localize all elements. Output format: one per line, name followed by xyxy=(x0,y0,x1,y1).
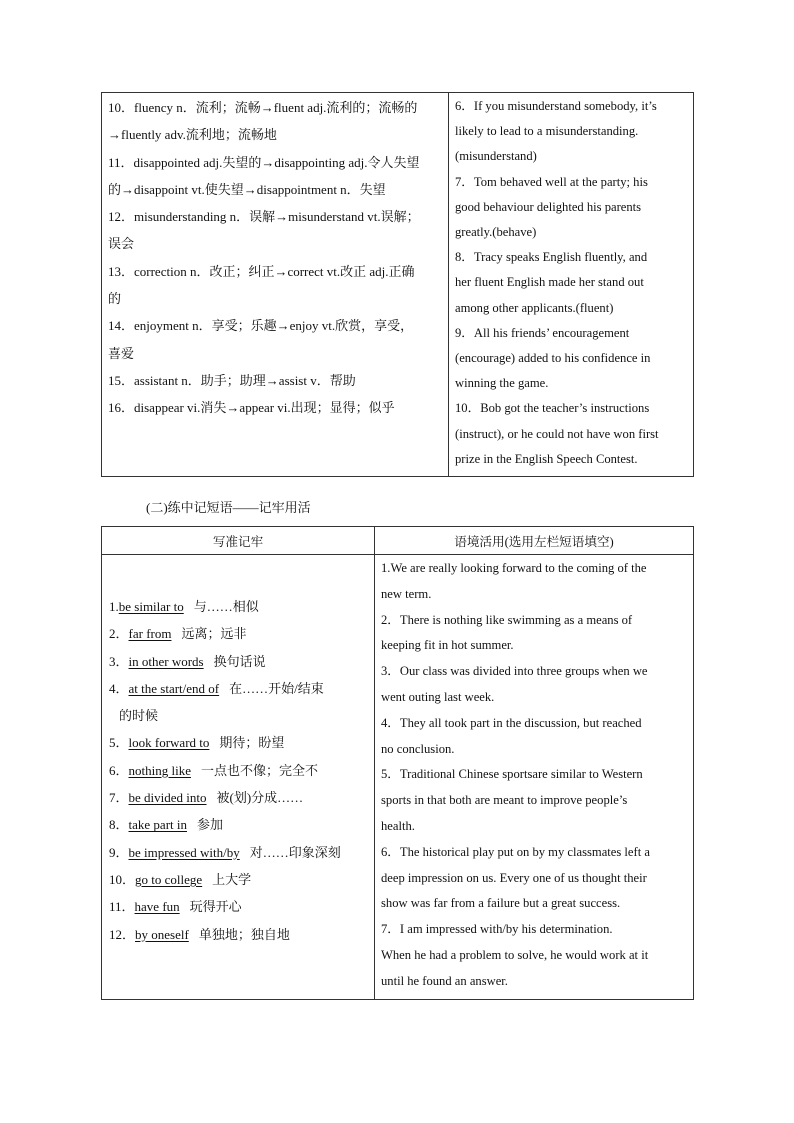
phrase-row xyxy=(109,866,370,893)
context-line: 6．The historical play put on by my classmates left a xyxy=(381,844,650,859)
section-title: (二)练中记短语——记牢用活 xyxy=(146,500,311,515)
context-line: sports in that both are meant to improve people’s xyxy=(381,793,628,808)
phrase-answer: at the start/end of xyxy=(128,680,220,696)
context-line: until he found an answer. xyxy=(381,973,508,988)
phrase-meaning: 上大学 xyxy=(212,871,252,887)
exercise-line: 6．If you misunderstand somebody, it’s xyxy=(455,99,657,113)
exercise-line: 7．Tom behaved well at the party; his xyxy=(455,174,648,189)
vocab-line: 11．disappointed adj.失望的→disappointing adj.令人失望 xyxy=(108,154,420,170)
exercise-line: winning the game. xyxy=(455,376,549,391)
context-line: show was far from a failure but a great success. xyxy=(381,896,621,911)
exercise-line: (misunderstand) xyxy=(455,149,537,164)
vocab-table xyxy=(101,92,694,477)
phrase-meaning: 对……印象深刻 xyxy=(249,844,341,860)
phrase-row xyxy=(109,729,370,756)
context-line: 4．They all took part in the discussion, but reached xyxy=(381,715,642,730)
phrase-number: 1. xyxy=(109,599,119,614)
vocab-line: 喜爱 xyxy=(108,345,135,361)
phrase-meaning: 被(划)分成…… xyxy=(216,790,304,806)
phrase-answer: look forward to xyxy=(128,735,210,751)
phrase-meaning: 与……相似 xyxy=(193,599,259,614)
phrase-number: 7． xyxy=(109,790,129,806)
phrase-number: 2． xyxy=(109,626,129,642)
phrase-meaning: 期待；盼望 xyxy=(219,735,285,751)
exercise-line: likely to lead to a misunderstanding. xyxy=(455,124,639,139)
phrase-meaning: 一点也不像；完全不 xyxy=(200,762,318,778)
context-line: no conclusion. xyxy=(381,741,455,756)
vocab-right-cell xyxy=(449,93,694,477)
vocab-left-cell xyxy=(102,93,449,477)
exercise-line: (encourage) added to his confidence in xyxy=(455,351,651,366)
phrase-list-cell xyxy=(102,555,375,1000)
phrase-number: 12． xyxy=(109,926,136,942)
phrase-meaning: 单独地；独自地 xyxy=(198,926,290,942)
phrase-row xyxy=(109,702,370,729)
vocab-line: 的→disappoint vt.使失望→disappointment n．失望 xyxy=(108,181,386,197)
phrase-row xyxy=(109,620,370,647)
phrase-row xyxy=(109,784,370,811)
vocab-line: →fluently adv.流利地；流畅地 xyxy=(108,127,277,143)
phrase-number: 8． xyxy=(109,817,129,833)
context-line: 5．Traditional Chinese sportsare similar to Western xyxy=(381,767,643,782)
phrase-row xyxy=(109,757,370,784)
vocab-line: 13．correction n．改正；纠正→correct vt.改正 adj.正确 xyxy=(108,263,415,279)
phrase-answer: take part in xyxy=(128,817,187,833)
phrase-row xyxy=(109,675,370,702)
exercise-line: (instruct), or he could not have won first xyxy=(455,426,659,441)
context-line: keeping fit in hot summer. xyxy=(381,638,514,653)
phrase-row xyxy=(109,893,370,920)
vocab-line: 14．enjoyment n．享受；乐趣→enjoy vt.欣赏，享受， xyxy=(108,318,414,334)
phrase-number: 6． xyxy=(109,762,129,778)
context-line: When he had a problem to solve, he would work at it xyxy=(381,947,649,962)
context-line: went outing last week. xyxy=(381,689,495,704)
phrase-meaning: 玩得开心 xyxy=(189,899,242,915)
exercise-line: greatly.(behave) xyxy=(455,225,537,240)
phrase-row xyxy=(109,811,370,838)
phrase-meaning: 远离；远非 xyxy=(181,626,247,642)
phrase-row xyxy=(109,648,370,675)
phrase-row xyxy=(109,921,370,948)
phrase-row xyxy=(109,593,370,620)
phrase-answer: far from xyxy=(128,626,172,642)
phrase-number: 10． xyxy=(109,871,136,887)
exercise-line: prize in the English Speech Contest. xyxy=(455,451,638,466)
exercise-line: good behaviour delighted his parents xyxy=(455,199,642,214)
context-line: 3．Our class was divided into three groups when we xyxy=(381,664,648,679)
phrase-number: 9． xyxy=(109,844,129,860)
phrase-answer: be divided into xyxy=(128,790,207,806)
exercise-line: 8．Tracy speaks English fluently, and xyxy=(455,250,648,265)
phrase-meaning: 的时候 xyxy=(119,708,159,724)
exercise-line: 9．All his friends’ encouragement xyxy=(455,325,630,340)
phrase-meaning: 参加 xyxy=(197,817,224,833)
exercise-line: her fluent English made her stand out xyxy=(455,275,644,290)
phrase-number: 5． xyxy=(109,735,129,751)
context-line: 1.We are really looking forward to the coming of the xyxy=(381,561,647,575)
phrase-number: 3． xyxy=(109,653,129,669)
phrase-meaning: 在……开始/结束 xyxy=(229,680,324,696)
phrase-table xyxy=(101,526,694,1000)
phrase-number: 11． xyxy=(109,899,135,915)
header-left: 写准记牢 xyxy=(102,527,375,555)
phrase-answer: nothing like xyxy=(128,762,191,778)
phrase-row xyxy=(109,839,370,866)
header-right: 语境活用(选用左栏短语填空) xyxy=(375,527,694,555)
vocab-line: 10．fluency n．流利；流畅→fluent adj.流利的；流畅的 xyxy=(108,100,418,115)
vocab-line: 12．misunderstanding n．误解→misunderstand vt.误解； xyxy=(108,209,420,225)
exercise-line: among other applicants.(fluent) xyxy=(455,300,614,315)
context-line: 7．I am impressed with/by his determination. xyxy=(381,922,613,937)
exercise-line: 10．Bob got the teacher’s instructions xyxy=(455,401,650,416)
phrase-answer: in other words xyxy=(128,653,204,669)
phrase-number: 4． xyxy=(109,680,129,696)
context-line: deep impression on us. Every one of us thought their xyxy=(381,870,647,885)
phrase-answer: by oneself xyxy=(135,926,189,942)
vocab-line: 误会 xyxy=(108,236,135,252)
vocab-line: 16．disappear vi.消失→appear vi.出现；显得；似乎 xyxy=(108,400,395,416)
phrase-answer: go to college xyxy=(135,871,203,887)
phrase-meaning: 换句话说 xyxy=(213,653,266,669)
vocab-line: 的 xyxy=(108,291,122,307)
phrase-answer: be impressed with/by xyxy=(128,844,240,860)
vocab-line: 15．assistant n．助手；助理→assist v．帮助 xyxy=(108,372,356,388)
context-line: 2．There is nothing like swimming as a means of xyxy=(381,612,633,627)
phrase-answer: be similar to xyxy=(118,599,184,614)
phrase-answer: have fun xyxy=(134,899,180,915)
context-line: health. xyxy=(381,818,415,833)
context-cell xyxy=(375,555,694,1000)
context-line: new term. xyxy=(381,586,432,601)
